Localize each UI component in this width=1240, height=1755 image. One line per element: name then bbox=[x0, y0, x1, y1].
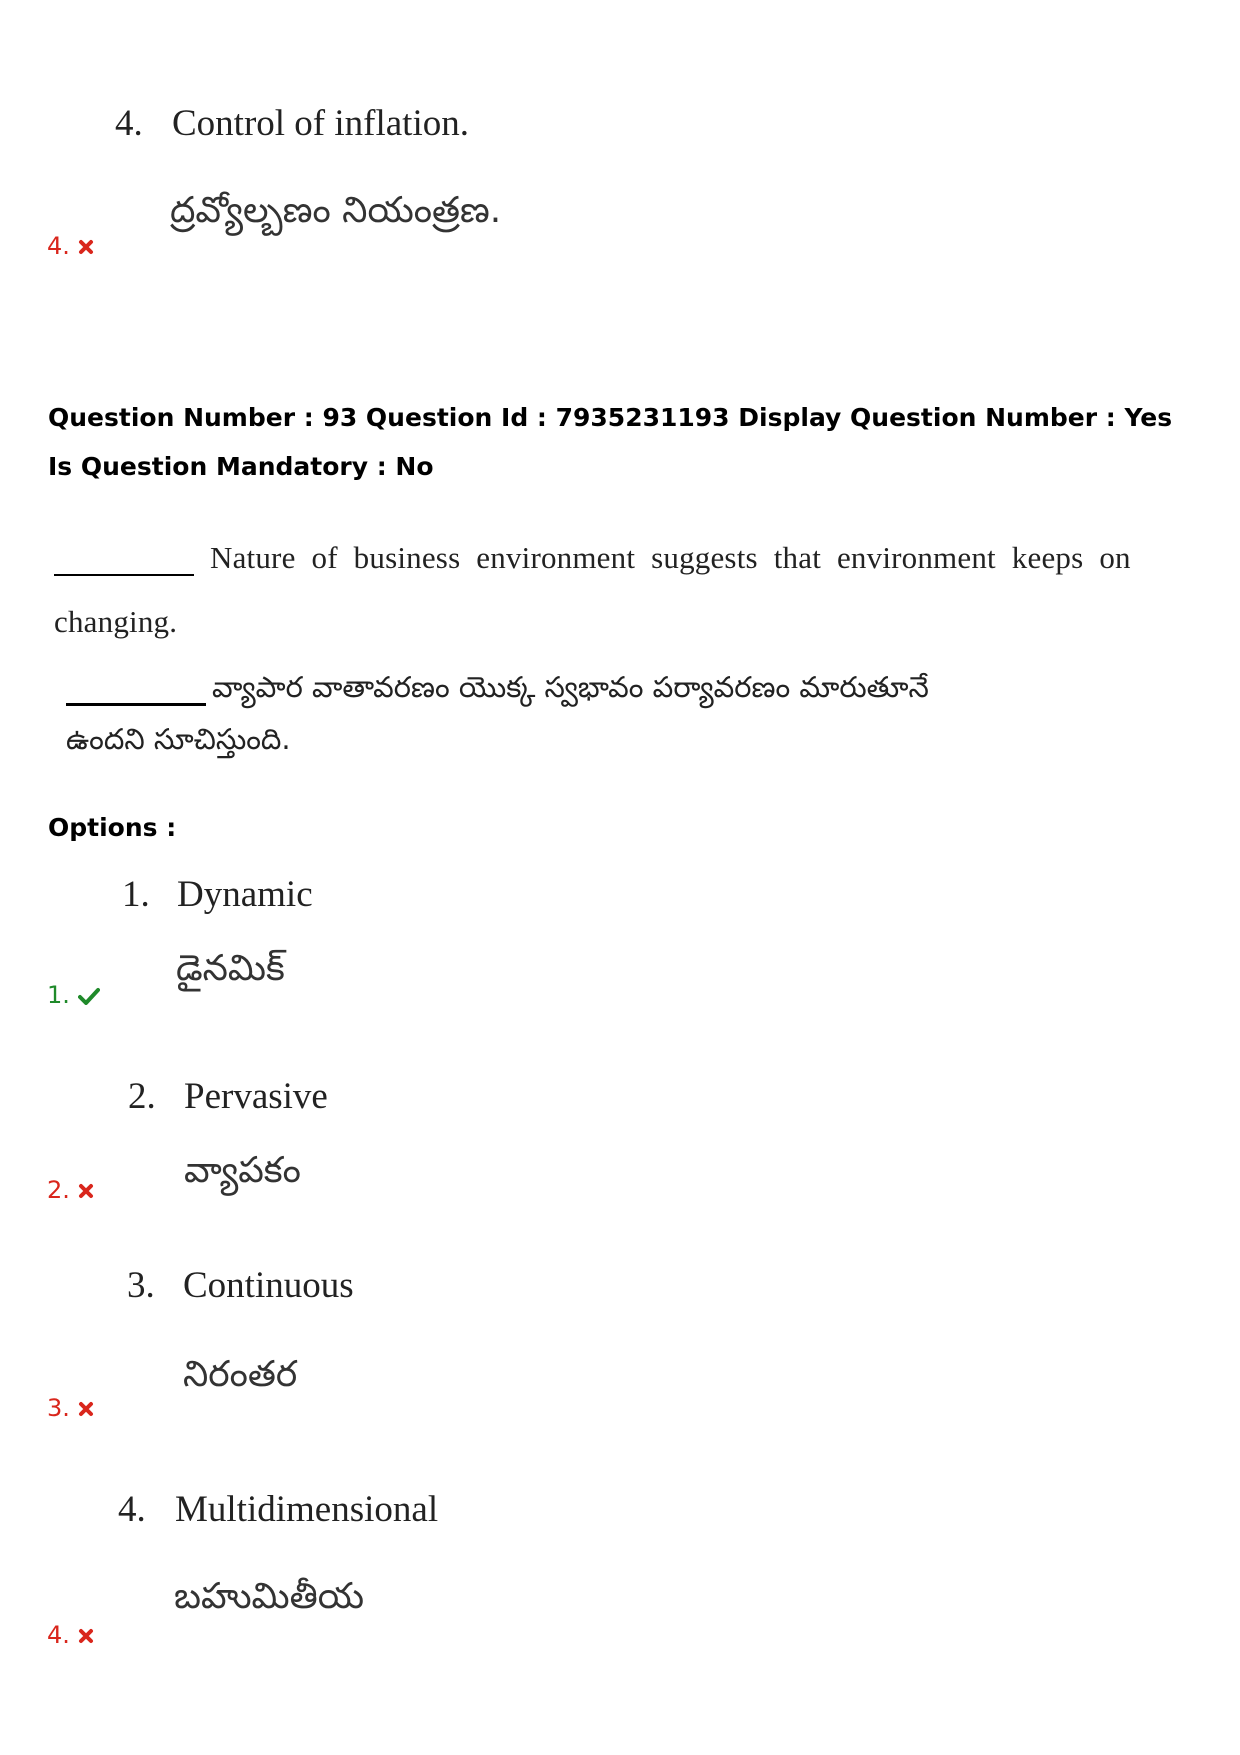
option-3-telugu: నిరంతర bbox=[183, 1354, 298, 1395]
option-1-number: 1. bbox=[122, 874, 150, 915]
option-2-mark-label: 2. bbox=[47, 1176, 70, 1204]
cross-icon bbox=[70, 1621, 94, 1649]
check-icon bbox=[70, 981, 100, 1009]
question-english-line1: Nature of business environment suggests that environment keeps on bbox=[210, 540, 1131, 575]
cross-icon bbox=[70, 1394, 94, 1422]
option-4-telugu: బహుమితీయ bbox=[174, 1576, 365, 1617]
option-3-mark-label: 3. bbox=[47, 1394, 70, 1422]
prev-option-number: 4. bbox=[115, 103, 143, 144]
option-3-english: Continuous bbox=[183, 1265, 354, 1306]
cross-icon bbox=[70, 1176, 94, 1204]
option-4-mark bbox=[47, 1621, 94, 1649]
question-english-line2: changing. bbox=[54, 604, 178, 639]
prev-option-mark-label: 4. bbox=[47, 232, 70, 260]
cross-icon bbox=[70, 232, 94, 260]
prev-option-telugu: ద్రవ్యోల్బణం నియంత్రణ. bbox=[170, 190, 502, 231]
option-1-telugu: డైనమిక్ bbox=[176, 948, 285, 989]
option-2-number: 2. bbox=[128, 1076, 156, 1117]
option-4-number: 4. bbox=[118, 1489, 146, 1530]
option-4-english: Multidimensional bbox=[175, 1489, 439, 1530]
prev-option-english: Control of inflation. bbox=[172, 103, 469, 144]
option-3-number: 3. bbox=[127, 1265, 155, 1306]
prev-option-mark bbox=[47, 232, 94, 260]
option-1-mark-label: 1. bbox=[47, 981, 70, 1009]
question-blank-te bbox=[66, 703, 206, 706]
question-blank-en bbox=[54, 574, 194, 576]
option-2-mark bbox=[47, 1176, 94, 1204]
option-1-mark bbox=[47, 981, 100, 1009]
option-2-telugu: వ్యాపకం bbox=[184, 1150, 301, 1191]
question-telugu-line1: వ్యాపార వాతావరణం యొక్క స్వభావం పర్యావరణం మారుతూనే bbox=[212, 670, 929, 704]
question-telugu-line2: ఉందని సూచిస్తుంది. bbox=[66, 722, 291, 756]
option-2-english: Pervasive bbox=[184, 1076, 328, 1117]
option-3-mark bbox=[47, 1394, 94, 1422]
options-label: Options : bbox=[48, 813, 177, 842]
question-meta: Question Number : 93 Question Id : 7935231193 Display Question Number : Yes Is Question Mandatory : No bbox=[48, 403, 1173, 481]
option-4-mark-label: 4. bbox=[47, 1621, 70, 1649]
option-1-english: Dynamic bbox=[177, 874, 313, 915]
